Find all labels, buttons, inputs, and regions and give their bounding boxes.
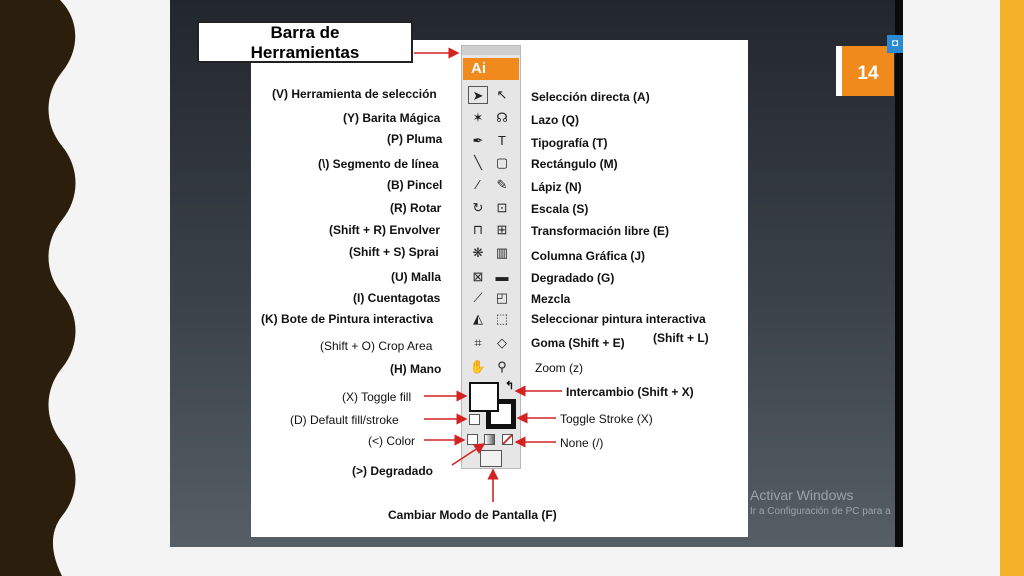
label-hand: (H) Mano — [390, 362, 442, 376]
type-icon[interactable]: T — [498, 133, 506, 148]
label-pencil: Lápiz (N) — [531, 180, 582, 194]
label-toggle-stroke: Toggle Stroke (X) — [560, 412, 653, 426]
direct-selection-arrow-icon[interactable]: ↖ — [496, 87, 508, 102]
lasso-icon[interactable]: ☊ — [496, 110, 508, 125]
blend-icon[interactable]: ◰ — [495, 290, 509, 305]
windows-watermark-subtitle: Ir a Configuración de PC para a — [750, 506, 891, 517]
label-live-paint-selection-shortcut: (Shift + L) — [653, 331, 709, 345]
swap-arrow-icon: ↰ — [505, 380, 515, 392]
label-paintbrush: (B) Pincel — [387, 178, 443, 192]
label-eraser: Goma (Shift + E) — [531, 336, 625, 350]
label-eyedropper: (I) Cuentagotas — [353, 291, 441, 305]
label-live-paint-bucket: (K) Bote de Pintura interactiva — [261, 312, 434, 326]
label-magic-wand: (Y) Barita Mágica — [343, 111, 441, 125]
label-blend: Mezcla — [531, 292, 571, 306]
label-live-paint-selection: Seleccionar pintura interactiva — [531, 312, 706, 326]
label-free-transform: Transformación libre (E) — [531, 224, 670, 238]
gradient-icon[interactable]: ▬ — [495, 269, 509, 284]
label-scale: Escala (S) — [531, 202, 589, 216]
label-mesh: (U) Malla — [391, 270, 442, 284]
selection-arrow-icon[interactable]: ➤ — [468, 86, 488, 104]
line-segment-icon[interactable]: ╲ — [474, 155, 482, 170]
free-transform-icon[interactable]: ⊞ — [496, 222, 508, 237]
pen-icon[interactable]: ✒ — [472, 133, 484, 148]
crop-area-icon[interactable]: ⌗ — [474, 335, 482, 350]
live-paint-bucket-icon[interactable]: ◭ — [473, 311, 483, 326]
label-sprayer: (Shift + S) Sprai — [349, 245, 439, 259]
paintbrush-icon[interactable]: ⁄ — [476, 177, 480, 192]
label-line-segment: (\) Segmento de línea — [318, 157, 439, 171]
warp-icon[interactable]: ⊓ — [472, 222, 484, 237]
label-column-graph: Columna Gráfica (J) — [531, 249, 646, 263]
scale-icon[interactable]: ⊡ — [496, 200, 508, 215]
eraser-icon[interactable]: ◇ — [497, 335, 507, 350]
label-gradient-tool: Degradado (G) — [531, 271, 615, 285]
live-paint-selection-icon[interactable]: ⬚ — [495, 311, 509, 326]
label-crop-area: (Shift + O) Crop Area — [320, 339, 433, 353]
mesh-icon[interactable]: ⊠ — [472, 269, 484, 284]
label-gradient-swatch: (>) Degradado — [352, 464, 434, 478]
ai-logo: Ai — [463, 58, 519, 80]
figure-title-line2: Herramientas — [250, 43, 360, 62]
label-direct-selection: Selección directa (A) — [531, 90, 650, 104]
figure-title-line1: Barra de — [270, 23, 340, 42]
arrow-gradient-swatch — [452, 444, 484, 465]
label-rectangle: Rectángulo (M) — [531, 157, 618, 171]
hand-icon[interactable]: ✋ — [469, 359, 487, 374]
label-selection-tool: (V) Herramienta de selección — [272, 87, 437, 101]
rotate-icon[interactable]: ↻ — [472, 200, 484, 215]
label-default-fill-stroke: (D) Default fill/stroke — [290, 413, 399, 427]
windows-watermark-title: Activar Windows — [750, 487, 854, 503]
slide-page-number: 14 — [836, 46, 894, 96]
label-rotate: (R) Rotar — [390, 201, 442, 215]
column-graph-icon[interactable]: ▥ — [495, 245, 509, 260]
label-color: (<) Color — [368, 434, 416, 448]
symbol-sprayer-icon[interactable]: ❋ — [472, 245, 484, 260]
rectangle-icon[interactable]: ▢ — [495, 155, 509, 170]
label-screen-mode: Cambiar Modo de Pantalla (F) — [388, 508, 557, 522]
eyedropper-icon[interactable]: ⟋ — [473, 290, 483, 305]
label-swap: Intercambio (Shift + X) — [566, 385, 694, 399]
label-lasso: Lazo (Q) — [531, 113, 579, 127]
label-zoom: Zoom (z) — [535, 361, 583, 375]
pencil-icon[interactable]: ✎ — [496, 177, 508, 192]
label-type: Tipografía (T) — [531, 136, 608, 150]
label-none: None (/) — [560, 436, 604, 450]
slide-corner-icon: ◘ — [887, 35, 903, 53]
label-toggle-fill: (X) Toggle fill — [342, 390, 412, 404]
label-pen: (P) Pluma — [387, 132, 443, 146]
zoom-icon[interactable]: ⚲ — [497, 359, 507, 374]
magic-wand-icon[interactable]: ✶ — [472, 110, 484, 125]
label-warp: (Shift + R) Envolver — [329, 223, 441, 237]
